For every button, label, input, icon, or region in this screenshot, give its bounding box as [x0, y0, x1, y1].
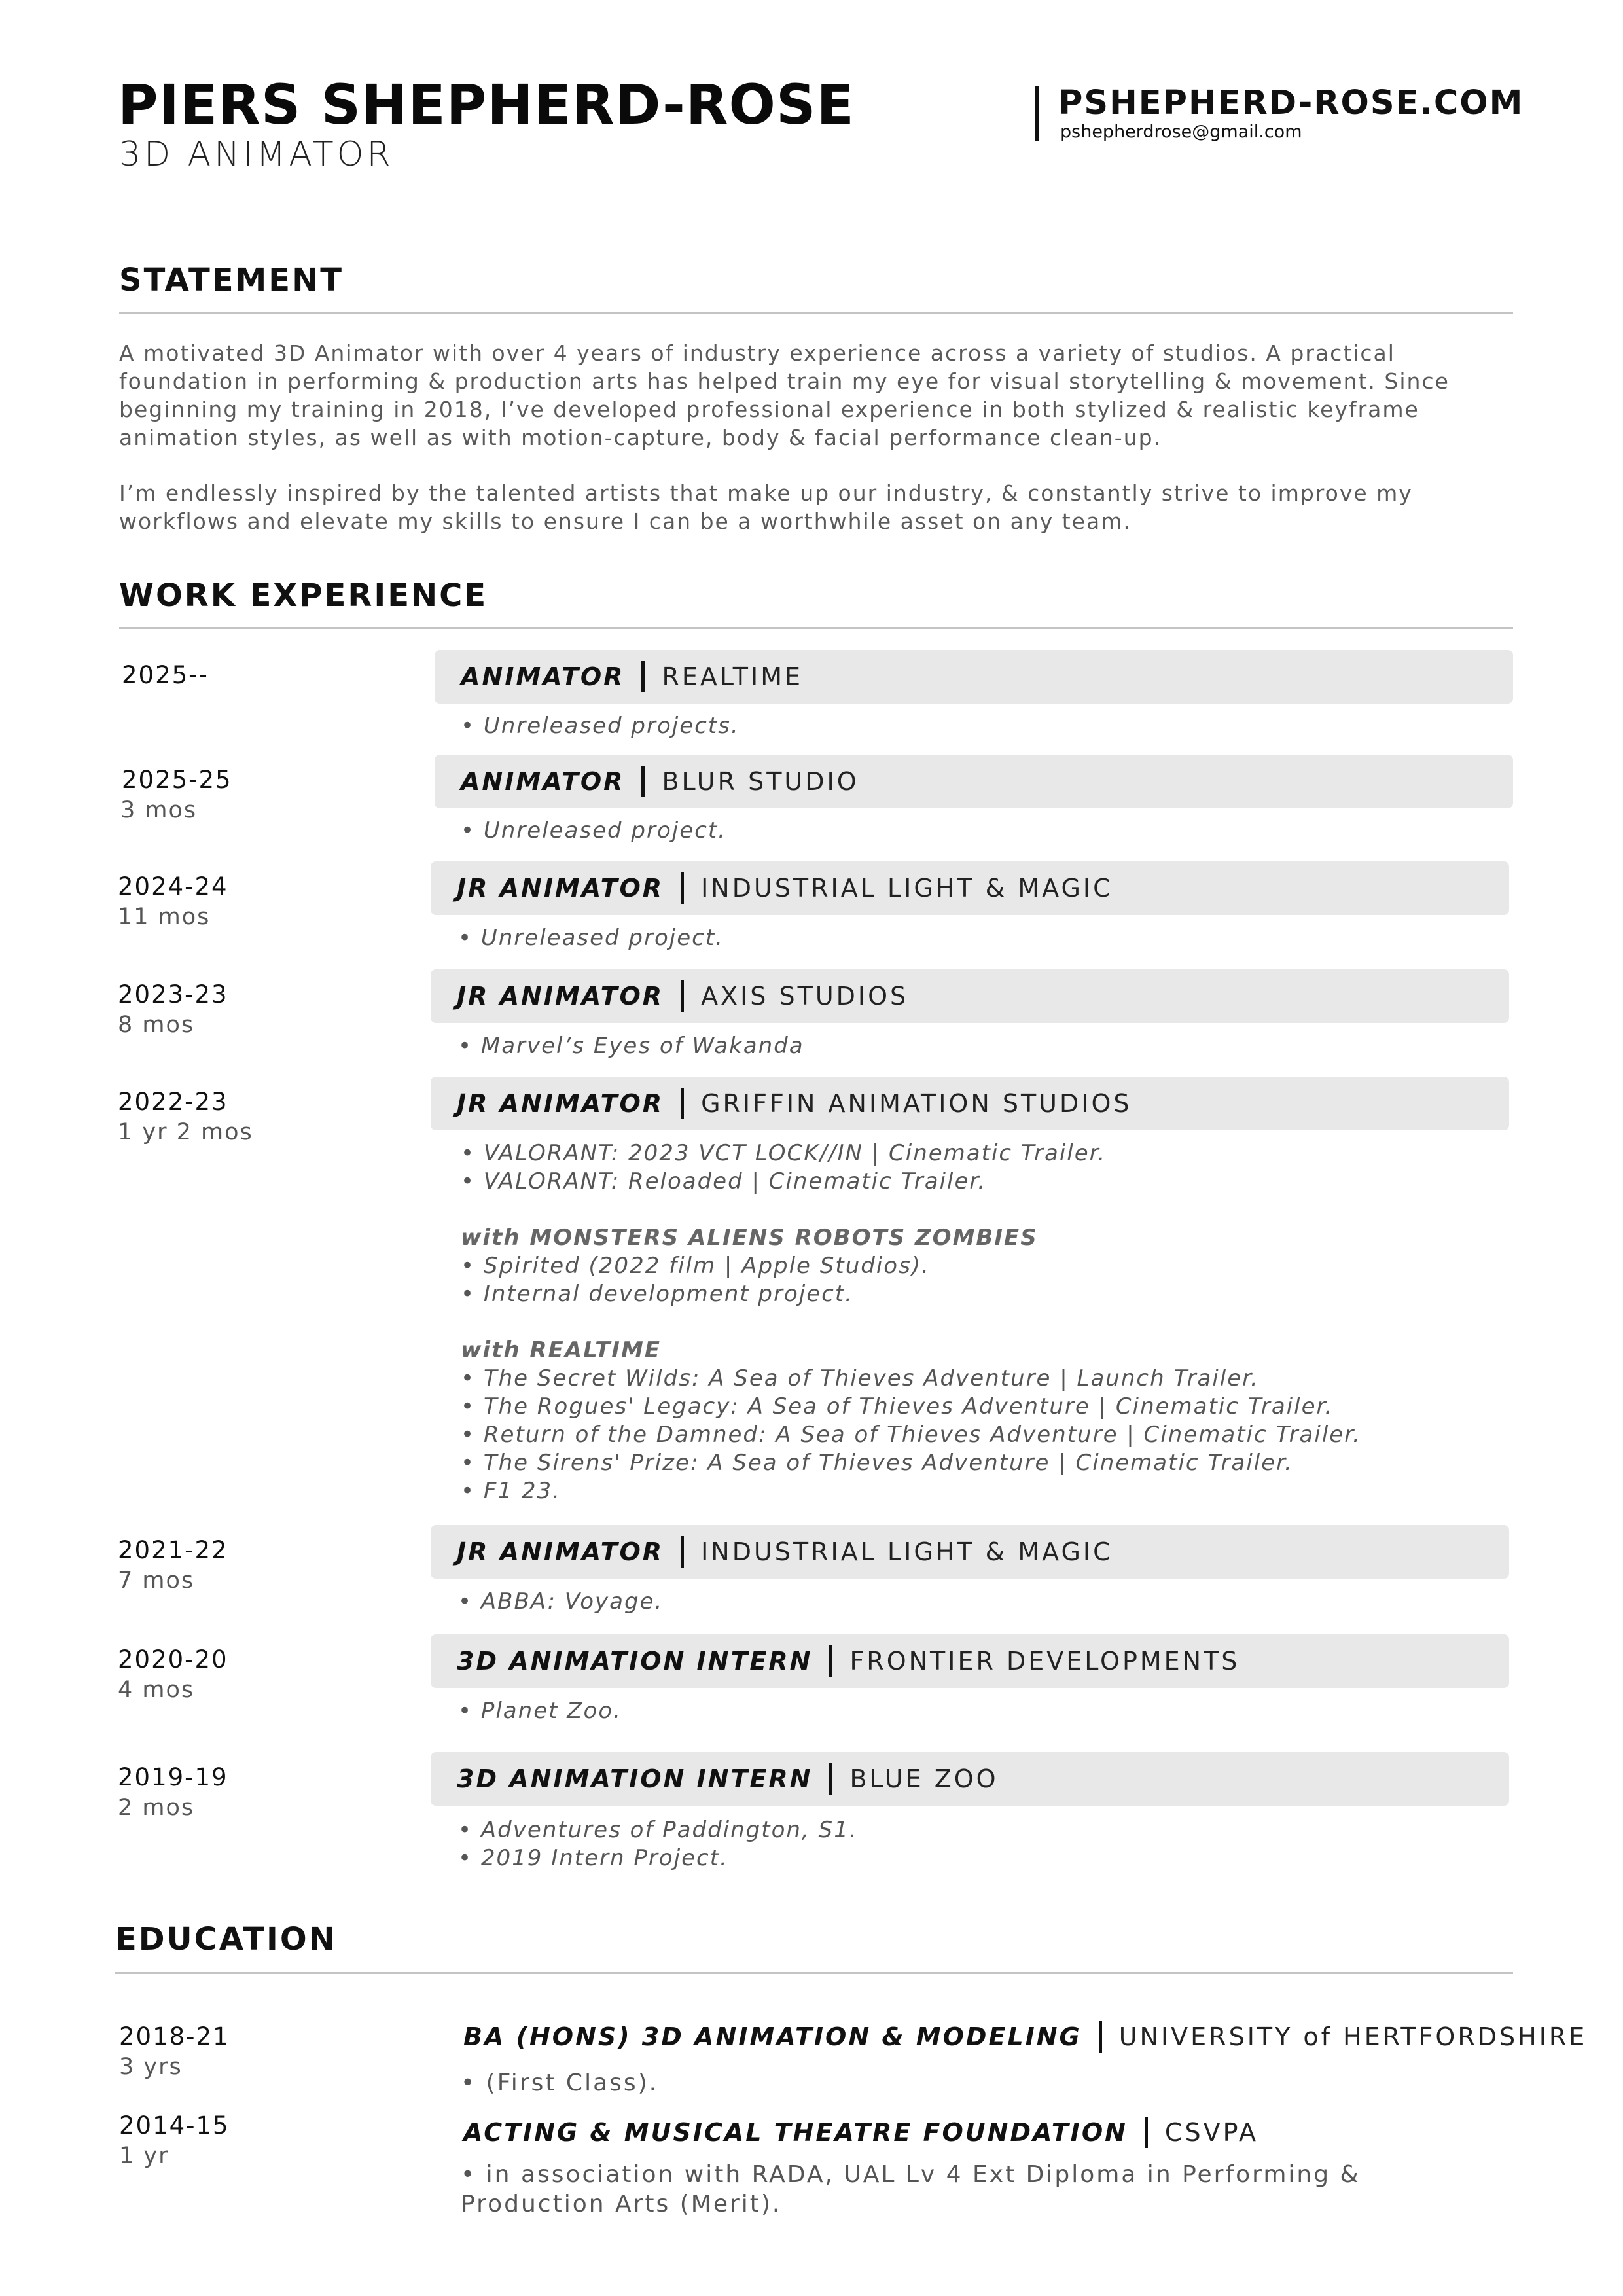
job-role: JR ANIMATOR: [457, 874, 664, 903]
list-item: • Planet Zoo.: [458, 1698, 622, 1724]
work-experience-rule: [119, 627, 1513, 629]
list-item: • Unreleased project.: [458, 925, 724, 951]
list-item: • Unreleased project.: [461, 817, 726, 844]
education-note: • in association with RADA, UAL Lv 4 Ext Diploma in Performing & Production Arts (Merit).: [461, 2161, 1361, 2217]
separator: [641, 766, 645, 797]
job-date: 2020-20: [118, 1645, 228, 1674]
job-header: [431, 861, 1509, 915]
education-rule: [115, 1972, 1513, 1974]
statement-paragraph-1: A motivated 3D Animator with over 4 years of industry experience across a variety of studios. A practical foundation in performing & production arts has helped train my eye for visual storytelling & movement. Since beginning my training in 2018, I’ve developed professional experience in both stylized & realistic keyframe animation styles, as well as with motion-capture, body & facial performance clean-up.: [119, 340, 1450, 450]
job-details: [461, 817, 726, 845]
separator: [681, 872, 684, 904]
job-date: 2021-22: [118, 1536, 228, 1564]
job-company: BLUE ZOO: [849, 1765, 999, 1793]
list-item: • The Sirens' Prize: A Sea of Thieves Adventure | Cinematic Trailer.: [461, 1450, 1293, 1476]
job-title: 3D ANIMATOR: [119, 135, 394, 174]
job-company: INDUSTRIAL LIGHT & MAGIC: [701, 874, 1113, 903]
job-date: 2023-23: [118, 980, 228, 1009]
job-details: [458, 1697, 622, 1725]
list-item: • Internal development project.: [461, 1281, 853, 1307]
job-header: [431, 1525, 1509, 1579]
job-header: [431, 969, 1509, 1023]
job-header: [431, 1752, 1509, 1806]
education-school: CSVPA: [1164, 2118, 1259, 2147]
separator: [829, 1645, 832, 1677]
education-header: [463, 2117, 1258, 2148]
education-note: • (First Class).: [461, 2070, 659, 2096]
candidate-name: PIERS SHEPHERD-ROSE: [118, 73, 855, 137]
job-role: JR ANIMATOR: [457, 1089, 664, 1118]
job-duration: 4 mos: [118, 1677, 195, 1703]
list-item: • F1 23.: [461, 1478, 561, 1504]
list-item: • VALORANT: 2023 VCT LOCK//IN | Cinematic Trailer.: [461, 1140, 1107, 1166]
job-duration: 2 mos: [118, 1795, 195, 1821]
job-role: 3D ANIMATION INTERN: [457, 1765, 813, 1793]
separator: [1099, 2021, 1102, 2053]
list-item: • Return of the Damned: A Sea of Thieves Adventure | Cinematic Trailer.: [461, 1422, 1361, 1448]
job-role: ANIMATOR: [461, 662, 625, 691]
education-date: 2014-15: [119, 2111, 230, 2140]
education-degree: BA (HONS) 3D ANIMATION & MODELING: [463, 2022, 1082, 2051]
job-header: [435, 755, 1513, 808]
education-duration: 1 yr: [119, 2143, 169, 2169]
job-date: 2024-24: [118, 872, 228, 901]
job-role: 3D ANIMATION INTERN: [457, 1647, 813, 1676]
list-item: • Adventures of Paddington, S1.: [458, 1817, 858, 1843]
separator: [681, 980, 684, 1012]
separator: [681, 1088, 684, 1119]
job-duration: 3 mos: [120, 797, 198, 823]
education-date: 2018-21: [119, 2022, 230, 2051]
statement-paragraph-2: I’m endlessly inspired by the talented artists that make up our industry, & constantly strive to improve my workflows and elevate my skills to ensure I can be a worthwhile asset on any team.: [119, 480, 1413, 534]
list-item: • ABBA: Voyage.: [458, 1588, 664, 1615]
list-item: • VALORANT: Reloaded | Cinematic Trailer.: [461, 1168, 987, 1194]
job-details: [461, 1139, 1361, 1505]
job-details: [458, 1032, 804, 1060]
email-link[interactable]: pshepherdrose@gmail.com: [1060, 122, 1302, 142]
job-duration: 8 mos: [118, 1012, 195, 1038]
list-item: • Marvel’s Eyes of Wakanda: [458, 1033, 804, 1059]
list-item: • Unreleased projects.: [461, 713, 740, 739]
job-company: GRIFFIN ANIMATION STUDIOS: [701, 1089, 1132, 1118]
job-date: 2025--: [122, 661, 209, 689]
job-details: [458, 924, 724, 952]
education-heading: EDUCATION: [115, 1921, 337, 1958]
job-date: 2022-23: [118, 1088, 228, 1116]
education-header: [463, 2021, 1587, 2053]
job-details: [458, 1816, 858, 1873]
list-item: • The Secret Wilds: A Sea of Thieves Adventure | Launch Trailer.: [461, 1365, 1259, 1391]
education-degree: ACTING & MUSICAL THEATRE FOUNDATION: [463, 2118, 1128, 2147]
separator: [681, 1536, 684, 1568]
education-school: UNIVERSITY of HERTFORDSHIRE: [1118, 2022, 1588, 2051]
education-duration: 3 yrs: [119, 2054, 183, 2080]
list-item: • Spirited (2022 film | Apple Studios).: [461, 1253, 930, 1279]
work-experience-heading: WORK EXPERIENCE: [119, 577, 488, 614]
separator: [829, 1763, 832, 1795]
job-header: [431, 1634, 1509, 1688]
job-duration: 11 mos: [118, 904, 211, 930]
job-header: [435, 650, 1513, 704]
job-duration: 7 mos: [118, 1568, 195, 1594]
statement-heading: STATEMENT: [119, 262, 344, 298]
job-details: [458, 1588, 663, 1616]
separator: [641, 661, 645, 692]
job-role: ANIMATOR: [461, 767, 625, 796]
job-role: JR ANIMATOR: [457, 982, 664, 1011]
job-details: [461, 712, 740, 740]
job-role: JR ANIMATOR: [457, 1537, 664, 1566]
job-company: BLUR STUDIO: [662, 767, 859, 796]
job-header: [431, 1077, 1509, 1130]
job-company: INDUSTRIAL LIGHT & MAGIC: [701, 1537, 1113, 1566]
website-link[interactable]: PSHEPHERD-ROSE.COM: [1058, 84, 1524, 122]
subsection-label: with REALTIME: [461, 1337, 662, 1363]
job-date: 2025-25: [122, 766, 232, 794]
subsection-label: with MONSTERS ALIENS ROBOTS ZOMBIES: [461, 1225, 1038, 1251]
statement-rule: [119, 312, 1513, 314]
separator: [1145, 2117, 1148, 2148]
job-date: 2019-19: [118, 1763, 228, 1791]
header-divider: [1035, 86, 1039, 141]
job-company: AXIS STUDIOS: [701, 982, 909, 1011]
job-company: FRONTIER DEVELOPMENTS: [849, 1647, 1240, 1676]
list-item: • The Rogues' Legacy: A Sea of Thieves Adventure | Cinematic Trailer.: [461, 1393, 1334, 1420]
job-company: REALTIME: [662, 662, 803, 691]
job-duration: 1 yr 2 mos: [118, 1119, 253, 1145]
list-item: • 2019 Intern Project.: [458, 1845, 728, 1871]
